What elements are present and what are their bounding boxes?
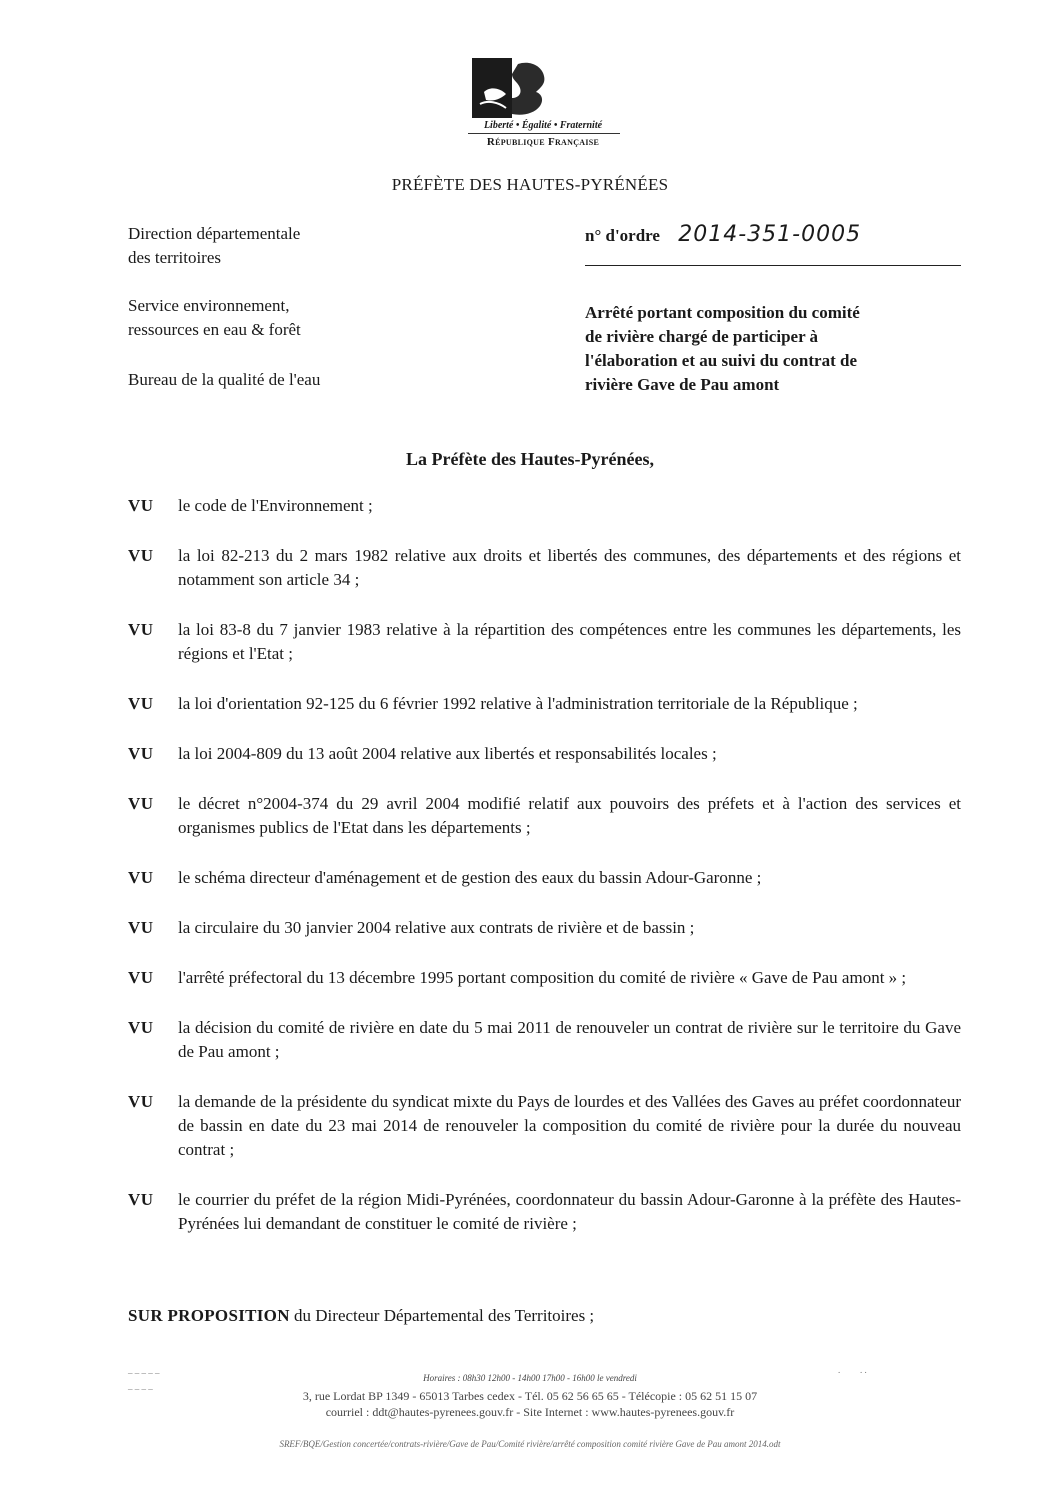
vu-label: VU xyxy=(128,968,154,987)
vu-label: VU xyxy=(128,868,154,887)
footer-mark: _ _ _ _ xyxy=(128,1381,153,1391)
vu-item xyxy=(128,1188,961,1236)
arrete-line: Arrêté portant composition du comité xyxy=(585,303,860,322)
vu-text: le schéma directeur d'aménagement et de gestion des eaux du bassin Adour-Garonne ; xyxy=(178,868,762,887)
vu-item xyxy=(128,692,961,716)
vu-item xyxy=(128,494,961,518)
vu-label: VU xyxy=(128,1190,154,1209)
footer-contact: courriel : ddt@hautes-pyrenees.gouv.fr - Site Internet : www.hautes-pyrenees.gouv.fr xyxy=(325,1405,735,1419)
vu-item xyxy=(128,916,961,940)
vu-text: le décret n°2004-374 du 29 avril 2004 modifié relatif aux pouvoirs des préfets et à l'action des services et organismes publics de l'Etat dans les départements ; xyxy=(178,794,961,837)
vu-label: VU xyxy=(128,694,154,713)
prefete-heading: La Préfète des Hautes-Pyrénées, xyxy=(406,449,654,469)
vu-item xyxy=(128,966,961,990)
footer-address: 3, rue Lordat BP 1349 - 65013 Tarbes cedex - Tél. 05 62 56 65 65 - Télécopie : 05 62 51 15 07 xyxy=(302,1389,758,1403)
logo-motto: Liberté • Égalité • Fraternité xyxy=(483,120,603,131)
vu-label: VU xyxy=(128,496,154,515)
vu-label: VU xyxy=(128,794,154,813)
vu-label: VU xyxy=(128,1018,154,1037)
proposition-rest: du Directeur Départemental des Territoires ; xyxy=(289,1306,595,1325)
vu-text: la loi d'orientation 92-125 du 6 février 1992 relative à l'administration territoriale de la République ; xyxy=(178,694,858,713)
ordre-label: n° d'ordre xyxy=(585,226,660,245)
arrete-line: de rivière chargé de participer à xyxy=(585,327,819,346)
direction-line: des territoires xyxy=(128,248,221,267)
footer-mark: . . xyxy=(860,1365,867,1375)
vu-label: VU xyxy=(128,918,154,937)
direction-line: Direction départementale xyxy=(128,224,301,243)
vu-item xyxy=(128,792,961,840)
vu-text: la demande de la présidente du syndicat mixte du Pays de lourdes et des Vallées des Gaves au préfet coordonnateur de bassin en date du 23 mai 2014 de renouveler la composition du comité de rivière pour la durée du nouveau contrat ; xyxy=(178,1092,961,1159)
vu-item xyxy=(128,866,961,890)
vu-item xyxy=(128,1090,961,1162)
vu-text: la circulaire du 30 janvier 2004 relative aux contrats de rivière et de bassin ; xyxy=(178,918,695,937)
vu-label: VU xyxy=(128,744,154,763)
vu-label: VU xyxy=(128,620,154,639)
vu-text: la loi 82-213 du 2 mars 1982 relative aux droits et libertés des communes, des départements et des régions et notamment son article 34 ; xyxy=(178,546,961,589)
vu-text: la loi 83-8 du 7 janvier 1983 relative à la répartition des compétences entre les communes les départements, les régions et l'Etat ; xyxy=(178,620,961,663)
vu-list xyxy=(128,494,961,1236)
ordre-value: 2014-351-0005 xyxy=(678,222,862,247)
marianne-emblem-icon xyxy=(472,58,554,118)
prefecture-title: PRÉFÈTE DES HAUTES-PYRÉNÉES xyxy=(391,175,669,194)
footer-file-path: SREF/BQE/Gestion concertée/contrats-rivière/Gave de Pau/Comité rivière/arrêté composition comité rivière Gave de Pau amont 2014.odt xyxy=(279,1439,781,1449)
footer-mark: _ _ _ _ _ xyxy=(128,1365,160,1375)
logo-country: République Française xyxy=(486,136,600,148)
vu-text: le code de l'Environnement ; xyxy=(178,496,373,515)
vu-item xyxy=(128,544,961,592)
service-line: ressources en eau & forêt xyxy=(128,320,301,339)
service-line: Service environnement, xyxy=(128,296,290,315)
vu-item xyxy=(128,618,961,666)
arrete-title xyxy=(585,301,965,397)
footer-hours: Horaires : 08h30 12h00 - 14h00 17h00 - 16h00 le vendredi xyxy=(423,1373,637,1383)
vu-item xyxy=(128,742,961,766)
footer-mark: . xyxy=(838,1365,841,1375)
service-block xyxy=(128,294,301,342)
vu-label: VU xyxy=(128,1092,154,1111)
arrete-line: rivière Gave de Pau amont xyxy=(585,375,780,394)
vu-label: VU xyxy=(128,546,154,565)
vu-text: l'arrêté préfectoral du 13 décembre 1995 portant composition du comité de rivière « Gave de Pau amont » ; xyxy=(178,968,907,987)
ordre-underline xyxy=(585,265,961,266)
ordre-block xyxy=(585,222,861,247)
vu-text: le courrier du préfet de la région Midi-Pyrénées, coordonnateur du bassin Adour-Garonne à la préfète des Hautes-Pyrénées lui demandant de constituer le comité de rivière ; xyxy=(178,1190,961,1233)
vu-item xyxy=(128,1016,961,1064)
proposition-line xyxy=(128,1306,594,1326)
proposition-bold: SUR PROPOSITION xyxy=(128,1306,290,1325)
marianne-logo xyxy=(468,58,618,148)
arrete-line: l'élaboration et au suivi du contrat de xyxy=(585,351,858,370)
vu-text: la décision du comité de rivière en date du 5 mai 2011 de renouveler un contrat de rivière sur le territoire du Gave de Pau amont ; xyxy=(178,1018,961,1061)
bureau-line: Bureau de la qualité de l'eau xyxy=(128,370,321,389)
logo-rule xyxy=(468,133,620,134)
vu-text: la loi 2004-809 du 13 août 2004 relative aux libertés et responsabilités locales ; xyxy=(178,744,717,763)
direction-block xyxy=(128,222,300,270)
